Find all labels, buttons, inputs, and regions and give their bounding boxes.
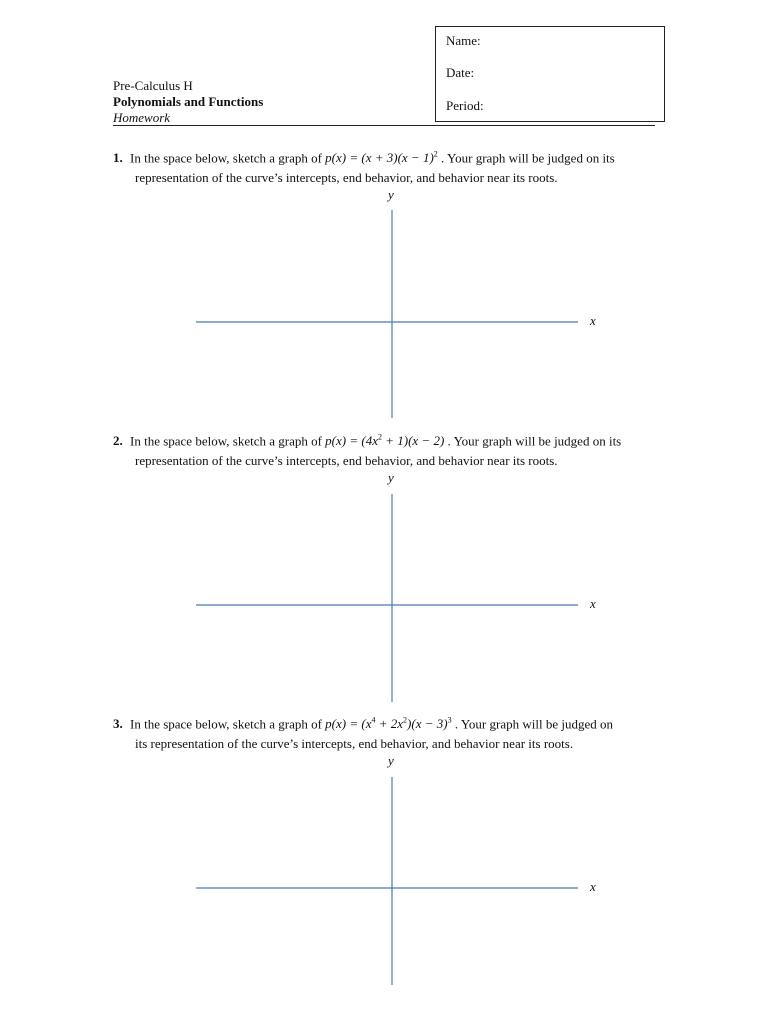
problem-1-line1 <box>113 145 673 168</box>
student-info-box <box>435 26 665 122</box>
problem-prefix: In the space below, sketch a graph of <box>130 716 322 732</box>
problem-3-line2: its representation of the curve’s intercepts, end behavior, and behavior near its roots. <box>135 736 574 752</box>
problem-number: 2. <box>113 433 123 449</box>
header-divider <box>113 125 655 126</box>
problem-2-line1 <box>113 428 673 451</box>
course-heading <box>113 78 263 126</box>
problem-1-line2: representation of the curve’s intercepts, end behavior, and behavior near its roots. <box>135 170 558 186</box>
problem-formula: $p(x) = (x^4 + 2x^2)(x - 3)^3$ <box>325 716 452 732</box>
period-label: Period: <box>446 98 484 113</box>
problem-suffix: . Your graph will be judged on <box>454 716 613 732</box>
y-axis-label-3: y <box>388 753 394 768</box>
problem-formula: $p(x) = (4x^2 + 1)(x - 2)$ <box>325 433 445 449</box>
x-axis-label-3: x <box>590 879 596 894</box>
y-axis-label-1: y <box>388 187 394 202</box>
problem-formula: $p(x) = (x + 3)(x - 1)^2$ <box>325 150 438 166</box>
problem-number: 3. <box>113 716 123 732</box>
name-label: Name: <box>446 33 481 48</box>
y-axis-label-2: y <box>388 470 394 485</box>
document-title: Polynomials and Functions <box>113 94 264 109</box>
problem-prefix: In the space below, sketch a graph of <box>130 150 322 166</box>
course-name: Pre-Calculus H <box>113 78 193 93</box>
date-label: Date: <box>446 65 475 80</box>
problem-2 <box>113 428 673 471</box>
problem-2-line2: representation of the curve’s intercepts, end behavior, and behavior near its roots. <box>135 453 558 469</box>
x-axis-label-1: x <box>590 313 596 328</box>
problem-suffix: . Your graph will be judged on its <box>441 150 615 166</box>
problem-number: 1. <box>113 150 123 166</box>
problem-suffix: . Your graph will be judged on its <box>447 433 622 449</box>
problem-prefix: In the space below, sketch a graph of <box>130 433 322 449</box>
x-axis-label-2: x <box>590 596 596 611</box>
problem-1 <box>113 145 673 188</box>
problem-3-line1 <box>113 711 673 734</box>
document-subtitle: Homework <box>113 110 171 125</box>
problem-3 <box>113 711 673 754</box>
